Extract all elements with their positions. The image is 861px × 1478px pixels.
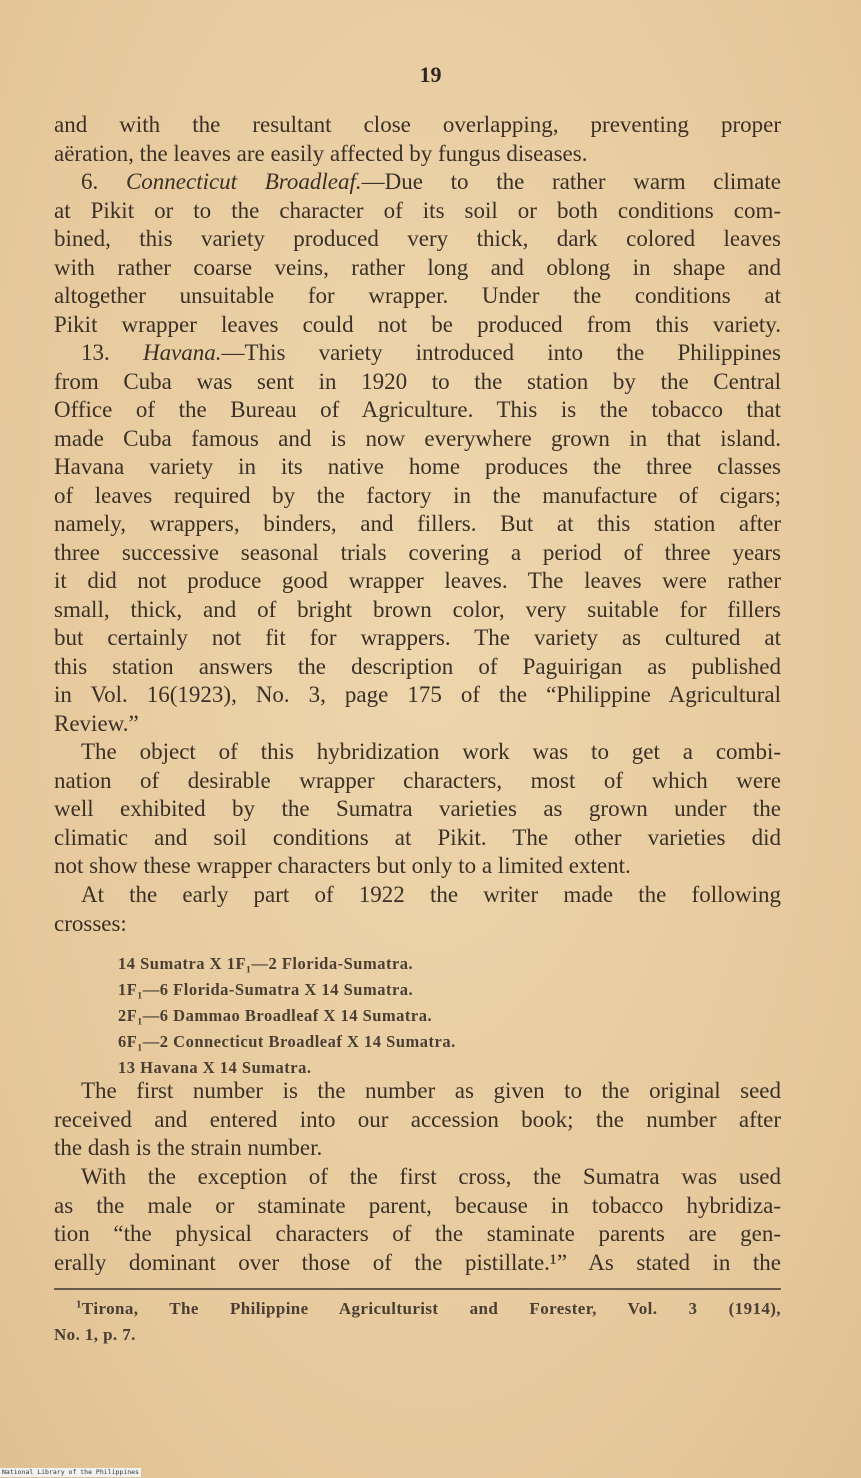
text-line: not show these wrapper characters but only to a limited extent. [54,853,631,878]
cross-item: 14 Sumatra X 1F₁—2 Florida-Sumatra. [118,954,414,973]
text-line: three successive seasonal trials covering a period of three years [54,539,781,565]
footnote [54,1296,781,1348]
text-line: but certainly not fit for wrappers. The variety as cultured at [54,625,781,650]
text-line: at Pikit or to the character of its soil or both conditions com- [54,197,781,223]
variety-title: Havana. [142,340,222,365]
text-line: in Vol. 16(1923), No. 3, page 175 of the “Philippine Agricultural [54,682,781,707]
text-line: tion “the physical characters of the staminate parents are gen- [54,1221,781,1246]
text-line: Havana variety in its native home produces the three classes [54,454,781,479]
paragraph-connecticut-broadleaf [54,168,781,339]
text-fragment: —This variety introduced into the Philippines [221,340,782,365]
paragraph-havana [54,339,781,738]
cross-item: 13 Havana X 14 Sumatra. [118,1058,312,1077]
footnote-marker: 1 [76,1298,82,1311]
text-line [54,168,781,197]
text-line: small, thick, and of bright brown color, very suitable for fillers [54,596,781,622]
footnote-text: Tirona, The Philippine Agriculturist and Forester, Vol. 3 (1914), [81,1299,781,1318]
paragraph-continuation [54,111,781,168]
text-line: The first number is the number as given to the original seed [81,1078,781,1103]
text-line: Pikit wrapper leaves could not be produced from this variety. [54,311,781,337]
text-line: With the exception of the first cross, the Sumatra was used [81,1164,781,1189]
text-line: aëration, the leaves are easily affected by fungus diseases. [54,140,588,166]
text-fragment: —Due to the rather warm climate [361,169,781,194]
footnote-divider [54,1288,781,1290]
text-line: this station answers the description of Paguirigan as published [54,653,781,679]
crosses-list [118,951,456,1081]
text-line: The object of this hybridization work was to get a combi- [81,739,781,764]
text-line: nation of desirable wrapper characters, most of which were [54,767,781,793]
paragraph-crosses-intro [54,881,781,938]
page-number: 19 [419,62,442,87]
text-line: made Cuba famous and is now everywhere grown in that island. [54,425,781,451]
text-line: At the early part of 1922 the writer made the following [81,882,781,907]
text-line: climatic and soil conditions at Pikit. The other varieties did [54,824,781,850]
text-line: Office of the Bureau of Agriculture. This is the tobacco that [54,397,781,422]
text-line: altogether unsuitable for wrapper. Under the conditions at [54,283,781,308]
text-line: Review.” [54,710,139,736]
text-line: with rather coarse veins, rather long and oblong in shape and [54,254,781,280]
text-line: bined, this variety produced very thick, dark colored leaves [54,226,781,251]
text-line: namely, wrappers, binders, and fillers. But at this station after [54,511,781,536]
text-line: erally dominant over those of the pistillate.¹” As stated in the [54,1249,781,1275]
text-line: it did not produce good wrapper leaves. The leaves were rather [54,568,781,593]
text-line: received and entered into our accession book; the number after [54,1106,781,1132]
library-credit: National Library of the Philippines [2,1468,139,1476]
text-line: crosses: [54,910,127,936]
cross-item: 6F₁—2 Connecticut Broadleaf X 14 Sumatra. [118,1032,456,1051]
variety-title: Connecticut Broadleaf. [125,169,362,194]
cross-item: 1F₁—6 Florida-Sumatra X 14 Sumatra. [118,980,414,999]
text-line: and with the resultant close overlapping, preventing proper [54,112,781,137]
text-line: well exhibited by the Sumatra varieties as grown under the [54,796,781,821]
cross-item: 2F₁—6 Dammao Broadleaf X 14 Sumatra. [118,1006,433,1025]
paragraph-staminate-parent [54,1163,781,1277]
paragraph-number-explanation [54,1077,781,1163]
item-number: 13. [81,340,110,365]
footnote-line [54,1296,781,1322]
item-number: 6. [81,169,99,194]
text-line: from Cuba was sent in 1920 to the station by the Central [54,368,781,394]
footnote-line: No. 1, p. 7. [54,1325,136,1344]
text-line: as the male or staminate parent, because in tobacco hybridiza- [54,1192,781,1218]
text-line: the dash is the strain number. [54,1135,323,1160]
text-line: of leaves required by the factory in the manufacture of cigars; [54,482,781,508]
paragraph-hybridization-object [54,738,781,881]
text-line [54,339,781,368]
